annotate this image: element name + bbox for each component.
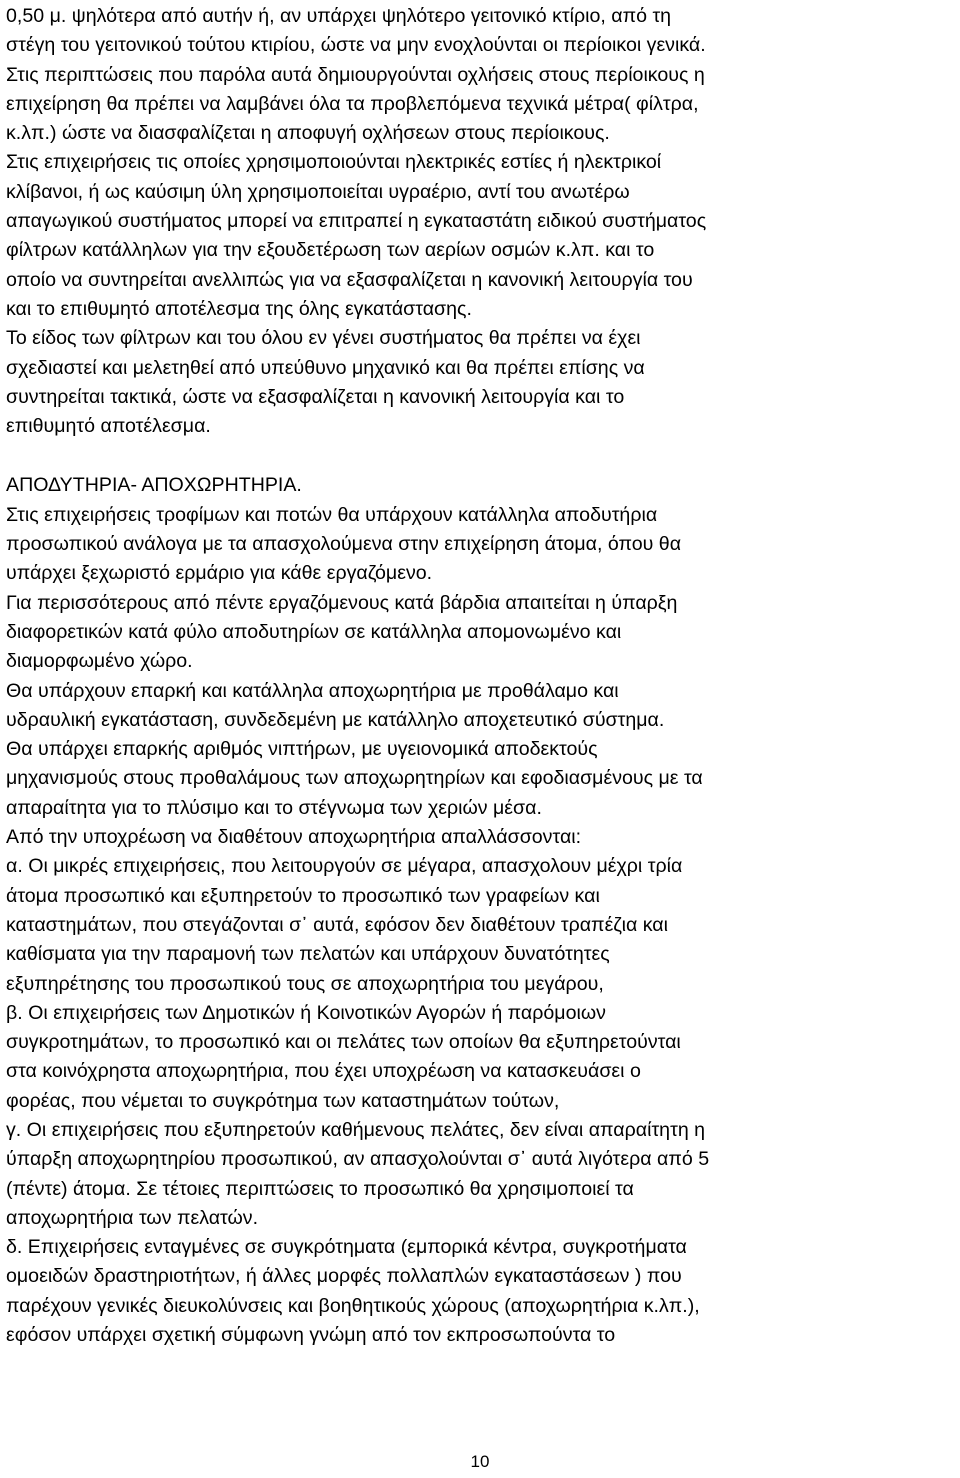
text-line: καθίσματα για την παραμονή των πελατών και υπάρχουν δυνατότητες — [6, 943, 610, 966]
text-line: και το επιθυμητό αποτέλεσμα της όλης εγκατάστασης. — [6, 297, 472, 320]
text-line: σχεδιαστεί και μελετηθεί από υπεύθυνο μηχανικό και θα πρέπει επίσης να — [6, 356, 645, 379]
text-line: 0,50 μ. ψηλότερα από αυτήν ή, αν υπάρχει ψηλότερο γειτονικό κτίριο, από τη — [6, 5, 672, 27]
section-spacer — [6, 441, 958, 471]
text-line: επιθυμητό αποτέλεσμα. — [6, 415, 211, 438]
text-line: στέγη του γειτονικού τούτου κτιρίου, ώστε να μην ενοχλούνται οι περίοικοι γενικά. — [6, 34, 706, 57]
list-item-a — [6, 852, 958, 998]
list-item-b — [6, 999, 958, 1116]
text-line: καταστημάτων, που στεγάζονται σ᾽ αυτά, εφόσον δεν διαθέτουν τραπέζια και — [6, 913, 668, 936]
document-body — [6, 2, 958, 1350]
text-line: εφόσον υπάρχει σχετική σύμφωνη γνώμη από τον εκπροσωπούντα το — [6, 1324, 616, 1347]
text-line: κλίβανοι, ή ως καύσιμη ύλη χρησιμοποιείται υγραέριο, αντί του ανωτέρω — [6, 180, 630, 203]
text-line: α. Οι μικρές επιχειρήσεις, που λειτουργούν σε μέγαρα, απασχολουν μέχρι τρία — [6, 855, 683, 878]
paragraph-filter-system-design — [6, 324, 958, 441]
section-heading — [6, 471, 958, 500]
text-line: διαφορετικών κατά φύλο αποδυτηρίων σε κατάλληλα απομονωμένο και — [6, 620, 622, 643]
text-line: υπάρχει ξεχωριστό ερμάριο για κάθε εργαζόμενο. — [6, 562, 433, 585]
paragraph-changing-rooms — [6, 501, 958, 589]
text-line: συγκροτημάτων, το προσωπικό και οι πελάτες των οποίων θα εξυπηρετούνται — [6, 1031, 681, 1054]
text-line: φορέας, που νέμεται το συγκρότημα των καταστημάτων τούτων, — [6, 1089, 560, 1112]
text-line: φίλτρων κατάλληλων για την εξουδετέρωση των αερίων οσμών κ.λπ. και το — [6, 239, 655, 262]
paragraph-gender-separation — [6, 589, 958, 677]
text-line: συντηρείται τακτικά, ώστε να εξασφαλίζεται η κανονική λειτουργία και το — [6, 385, 625, 408]
text-line: διαμορφωμένο χώρο. — [6, 650, 193, 673]
heading-text: ΑΠΟΔΥΤΗΡΙΑ- ΑΠΟΧΩΡΗΤΗΡΙΑ. — [6, 474, 302, 497]
text-line: προσωπικού ανάλογα με τα απασχολούμενα στην επιχείρηση άτομα, όπου θα — [6, 533, 682, 556]
paragraph-toilets — [6, 677, 958, 736]
text-line: Στις επιχειρήσεις τροφίμων και ποτών θα υπάρχουν κατάλληλα αποδυτήρια — [6, 503, 658, 526]
text-line: ύπαρξη αποχωρητηρίου προσωπικού, αν απασχολούνται σ᾽ αυτά λιγότερα από 5 — [6, 1148, 710, 1171]
paragraph-washbasins — [6, 735, 958, 823]
text-line: επιχείρηση θα πρέπει να λαμβάνει όλα τα προβλεπόμενα τεχνικά μέτρα( φίλτρα, — [6, 92, 699, 115]
text-line: εξυπηρέτησης του προσωπικού τους σε αποχωρητήρια του μεγάρου, — [6, 972, 604, 995]
text-line: (πέντε) άτομα. Σε τέτοιες περιπτώσεις το προσωπικό θα χρησιμοποιεί τα — [6, 1177, 634, 1200]
text-line: Για περισσότερους από πέντε εργαζόμενους κατά βάρδια απαιτείται η ύπαρξη — [6, 591, 678, 614]
text-line: Θα υπάρχει επαρκής αριθμός νιπτήρων, με υγειονομικά αποδεκτούς — [6, 738, 598, 761]
text-line: απαραίτητα για το πλύσιμο και το στέγνωμα των χεριών μέσα. — [6, 796, 542, 819]
text-line: Το είδος των φίλτρων και του όλου εν γένει συστήματος θα πρέπει να έχει — [6, 327, 641, 350]
paragraph-electric-ovens-filters — [6, 148, 958, 324]
text-line: αποχωρητήρια των πελατών. — [6, 1206, 259, 1229]
text-line: Από την υποχρέωση να διαθέτουν αποχωρητήρια απαλλάσσονται: — [6, 826, 582, 849]
page-number: 10 — [470, 1452, 490, 1471]
text-line: μηχανισμούς στους προθαλάμους των αποχωρητηρίων και εφοδιασμένους με τα — [6, 767, 703, 790]
text-line: Στις περιπτώσεις που παρόλα αυτά δημιουργούνται οχλήσεις στους περίοικους η — [6, 63, 705, 86]
text-line: στα κοινόχρηστα αποχωρητήρια, που έχει υποχρέωση να κατασκευάσει ο — [6, 1060, 641, 1083]
text-line: άτομα προσωπικό και εξυπηρετούν το προσωπικό των γραφείων και — [6, 884, 600, 907]
text-line: παρέχουν γενικές διευκολύνσεις και βοηθητικούς χώρους (αποχωρητήρια κ.λπ.), — [6, 1294, 700, 1317]
text-line: Θα υπάρχουν επαρκή και κατάλληλα αποχωρητήρια με προθάλαμο και — [6, 679, 619, 702]
list-item-d — [6, 1233, 958, 1350]
text-line: Στις επιχειρήσεις τις οποίες χρησιμοποιούνται ηλεκτρικές εστίες ή ηλεκτρικοί — [6, 151, 662, 174]
text-line: απαγωγικού συστήματος μπορεί να επιτραπεί η εγκαταστάτη ειδικού συστήματος — [6, 210, 707, 233]
text-line: κ.λπ.) ώστε να διασφαλίζεται η αποφυγή οχλήσεων στους περίοικους. — [6, 122, 610, 145]
list-item-c — [6, 1116, 958, 1233]
paragraph-exemptions-intro — [6, 823, 958, 852]
paragraph-ventilation-height — [6, 2, 958, 148]
text-line: γ. Οι επιχειρήσεις που εξυπηρετούν καθήμενους πελάτες, δεν είναι απαραίτητη η — [6, 1118, 706, 1141]
text-line: δ. Επιχειρήσεις ενταγμένες σε συγκρότηματα (εμπορικά κέντρα, συγκροτήματα — [6, 1236, 687, 1259]
text-line: υδραυλική εγκατάσταση, συνδεδεμένη με κατάλληλο αποχετευτικό σύστημα. — [6, 708, 665, 731]
text-line: β. Οι επιχειρήσεις των Δημοτικών ή Κοινοτικών Αγορών ή παρόμοιων — [6, 1001, 606, 1024]
text-line: ομοειδών δραστηριοτήτων, ή άλλες μορφές πολλαπλών εγκαταστάσεων ) που — [6, 1265, 682, 1288]
text-line: οποίο να συντηρείται ανελλιπώς για να εξασφαλίζεται η κανονική λειτουργία του — [6, 268, 693, 291]
